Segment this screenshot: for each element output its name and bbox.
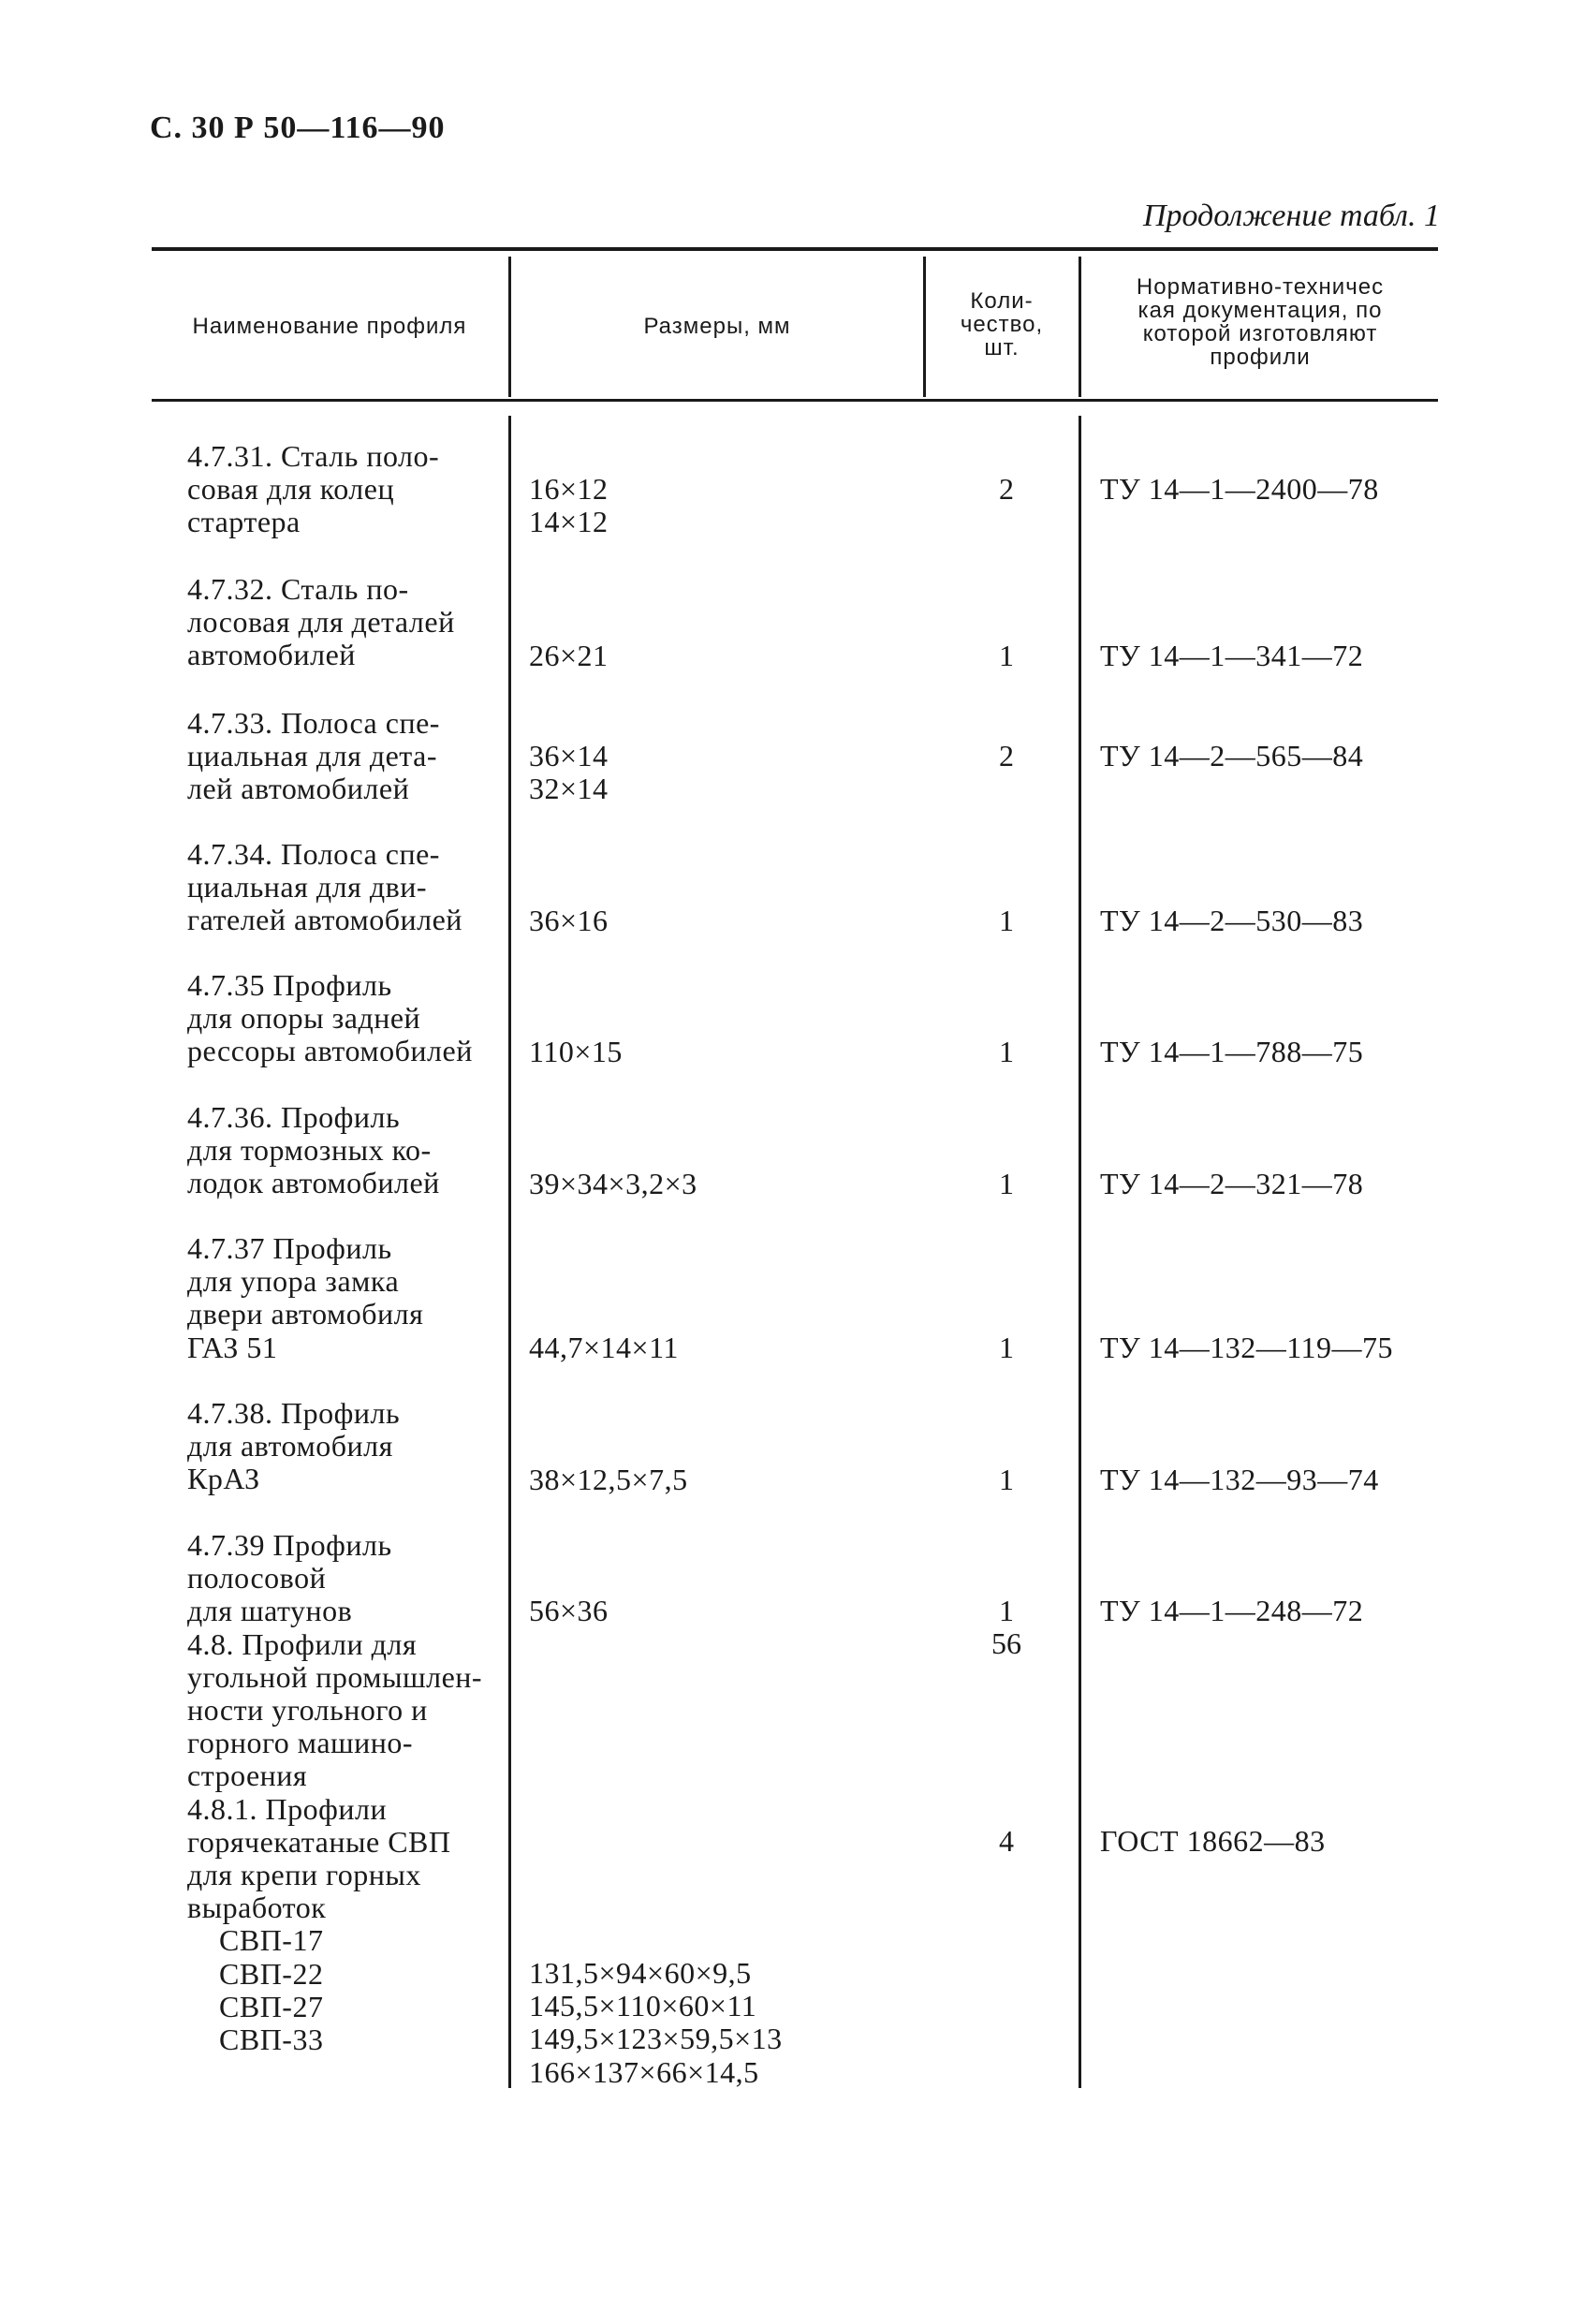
row-7-qty: 1 [999, 1331, 1014, 1364]
header-divider-3 [1079, 257, 1081, 397]
row-5-dims: 110×15 [529, 1035, 623, 1068]
row-1-qty: 2 [999, 472, 1014, 506]
row-8-doc: ТУ 14—132—93—74 [1100, 1463, 1379, 1496]
row-5-name: 4.7.35 Профиль для опоры задней рессоры автомобилей [187, 968, 473, 1068]
row-3-qty: 2 [999, 739, 1014, 772]
row-3-doc: ТУ 14—2—565—84 [1100, 739, 1364, 772]
column-header-name: Наименование профиля [192, 314, 467, 339]
header-bottom-rule [152, 399, 1438, 402]
row-4-qty: 1 [999, 904, 1014, 937]
row-9-dims: 56×36 [529, 1594, 609, 1627]
row-8-qty: 1 [999, 1463, 1014, 1496]
column-header-dims: Размеры, мм [643, 314, 791, 339]
row-7-dims: 44,7×14×11 [529, 1331, 679, 1364]
row-10-doc: ГОСТ 18662—83 [1100, 1824, 1326, 1858]
row-9-name: 4.7.39 Профиль полосовой для шатунов 4.8. Профили для угольной промышлен- ности угольного и горного машино- строения 4.8.1. Профили горячекатаные СВП для крепи горных выработок СВП-17 СВП-22 СВП-27 СВП-33 [187, 1528, 483, 2057]
row-5-doc: ТУ 14—1—788—75 [1100, 1035, 1364, 1068]
row-3-dims: 36×14 32×14 [529, 739, 609, 806]
row-6-qty: 1 [999, 1167, 1014, 1200]
row-3-name: 4.7.33. Полоса спе- циальная для дета- лей автомобилей [187, 706, 440, 806]
row-2-doc: ТУ 14—1—341—72 [1100, 639, 1364, 672]
row-6-dims: 39×34×3,2×3 [529, 1167, 697, 1200]
row-7-name: 4.7.37 Профиль для упора замка двери автомобиля ГАЗ 51 [187, 1231, 424, 1364]
page-header: С. 30 Р 50—116—90 [150, 110, 446, 145]
row-8-dims: 38×12,5×7,5 [529, 1463, 688, 1496]
body-divider-1 [508, 416, 511, 2088]
row-9-doc: ТУ 14—1—248—72 [1100, 1594, 1364, 1627]
row-6-doc: ТУ 14—2—321—78 [1100, 1167, 1364, 1200]
table-top-rule [152, 247, 1438, 251]
row-1-doc: ТУ 14—1—2400—78 [1100, 472, 1379, 506]
column-header-qty: Коли- чество, шт. [960, 288, 1044, 360]
row-9-qty: 1 56 [991, 1594, 1021, 1661]
row-4-name: 4.7.34. Полоса спе- циальная для дви- гателей автомобилей [187, 837, 462, 937]
row-2-qty: 1 [999, 639, 1014, 672]
row-4-doc: ТУ 14—2—530—83 [1100, 904, 1364, 937]
column-header-doc: Нормативно-техничес кая документация, по которой изготовляют профили [1136, 274, 1385, 370]
row-10-dims: 131,5×94×60×9,5 145,5×110×60×11 149,5×123×59,5×13 166×137×66×14,5 [529, 1956, 783, 2089]
table-continuation-label: Продолжение табл. 1 [1142, 199, 1440, 233]
row-5-qty: 1 [999, 1035, 1014, 1068]
row-8-name: 4.7.38. Профиль для автомобиля КрАЗ [187, 1396, 401, 1496]
row-10-qty: 4 [999, 1824, 1014, 1858]
row-1-dims: 16×12 14×12 [529, 472, 609, 539]
row-4-dims: 36×16 [529, 904, 609, 937]
row-6-name: 4.7.36. Профиль для тормозных ко- лодок автомобилей [187, 1100, 440, 1200]
row-1-name: 4.7.31. Сталь поло- совая для колец стартера [187, 439, 440, 539]
row-2-name: 4.7.32. Сталь по- лосовая для деталей автомобилей [187, 572, 455, 672]
row-7-doc: ТУ 14—132—119—75 [1100, 1331, 1394, 1364]
row-2-dims: 26×21 [529, 639, 609, 672]
